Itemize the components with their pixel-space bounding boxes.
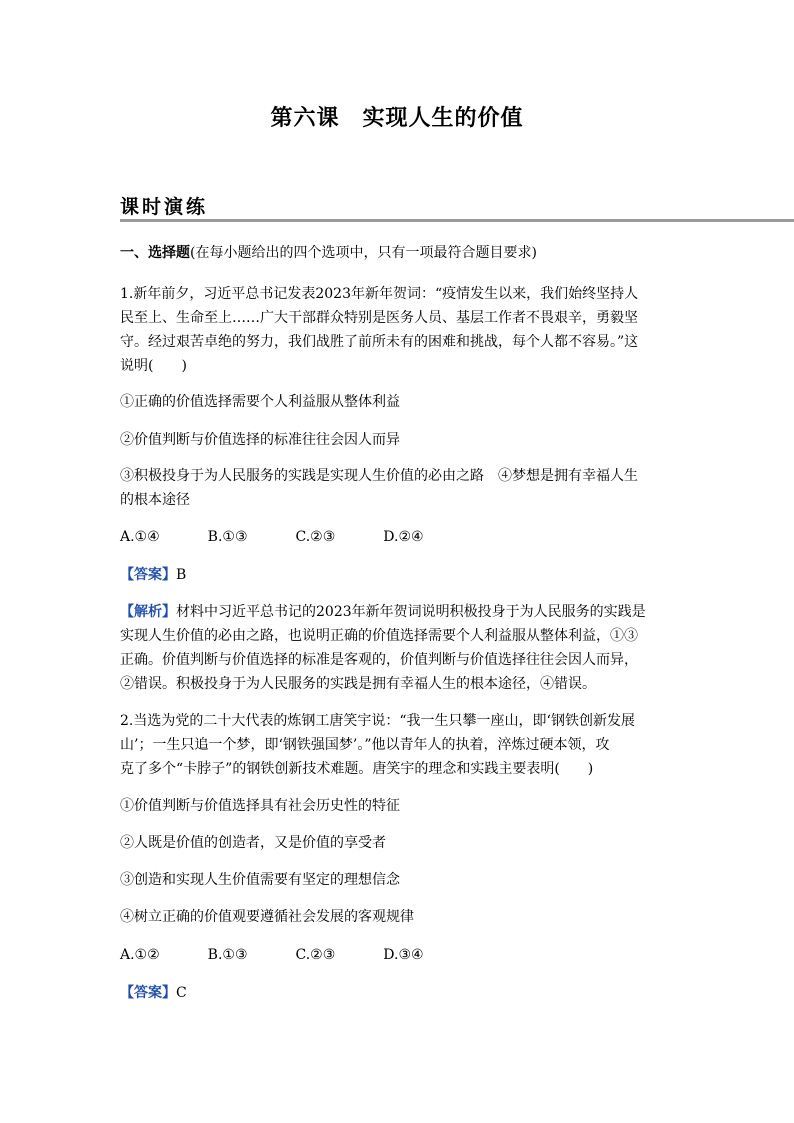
analysis-text: 材料中习近平总书记的2023年新年贺词说明积极投身于为人民服务的实践是	[176, 604, 646, 620]
answer-value: B	[176, 567, 187, 583]
q1-statement: ①正确的价值选择需要个人利益服从整体利益	[120, 394, 400, 410]
q2-stem-line: 2.当选为党的二十大代表的炼钢工唐笑宇说：“我一生只攀一座山，即‘钢铁创新发展	[120, 713, 635, 729]
part-heading	[120, 242, 537, 264]
q2-option-c: C.②③	[295, 947, 336, 963]
answer-tag: 【答案】	[120, 567, 176, 583]
q1-statement: 的根本途径	[120, 492, 190, 508]
q1-statement: ③积极投身于为人民服务的实践是实现人生价值的必由之路 ④梦想是拥有幸福人生	[120, 468, 638, 484]
q1-options	[120, 526, 424, 548]
q1-analysis-line	[120, 601, 646, 623]
q1-option-b: B.①③	[207, 529, 248, 545]
q1-statement: ②价值判断与价值选择的标准往往会因人而异	[120, 432, 400, 448]
q2-options	[120, 944, 424, 966]
q1-analysis-line: 实现人生价值的必由之路，也说明正确的价值选择需要个人利益服从整体利益，①③	[120, 628, 638, 644]
q2-option-d: D.③④	[383, 947, 424, 963]
part-label: 一、选择题	[120, 245, 190, 261]
q2-statement: ③创造和实现人生价值需要有坚定的理想信念	[120, 872, 400, 888]
q2-answer	[120, 982, 187, 1004]
q1-stem-line: 民至上、生命至上……广大干部群众特别是医务人员、基层工作者不畏艰辛，勇毅坚	[120, 310, 638, 326]
q1-stem-line: 说明( )	[120, 358, 187, 374]
q1-stem-line: 守。经过艰苦卓绝的努力，我们战胜了前所未有的困难和挑战，每个人都不容易。”这	[120, 334, 639, 350]
q2-statement: ①价值判断与价值选择具有社会历史性的特征	[120, 798, 400, 814]
q1-answer	[120, 564, 186, 586]
q2-stem-line: 克了多个“卡脖子”的钢铁创新技术难题。唐笑宇的理念和实践主要表明( )	[120, 761, 594, 777]
section-heading: 课时演练	[120, 196, 209, 218]
q1-option-c: C.②③	[295, 529, 336, 545]
answer-value: C	[176, 985, 187, 1001]
part-instruction: (在每小题给出的四个选项中，只有一项最符合题目要求)	[190, 245, 537, 261]
q1-option-d: D.②④	[383, 529, 424, 545]
q2-statement: ②人既是价值的创造者，又是价值的享受者	[120, 835, 386, 851]
q1-option-a: A.①④	[120, 529, 160, 545]
q1-analysis-line: 正确。价值判断与价值选择的标准是客观的，价值判断与价值选择往往会因人而异，	[120, 652, 638, 668]
q1-analysis-line: ②错误。积极投身于为人民服务的实践是拥有幸福人生的根本途径，④错误。	[120, 676, 596, 692]
q1-stem-line: 1.新年前夕，习近平总书记发表2023年新年贺词：“疫情发生以来，我们始终坚持人	[120, 286, 639, 302]
answer-tag: 【答案】	[120, 985, 176, 1001]
q2-option-b: B.①③	[207, 947, 248, 963]
q2-option-a: A.①②	[120, 947, 160, 963]
page-title: 第六课 实现人生的价值	[270, 106, 524, 131]
analysis-tag: 【解析】	[120, 604, 176, 620]
q2-stem-line: 山’；一生只追一个梦，即‘钢铁强国梦’。”他以青年人的执着，淬炼过硬本领，攻	[120, 737, 610, 753]
q2-statement: ④树立正确的价值观要遵循社会发展的客观规律	[120, 909, 414, 925]
section-divider	[120, 219, 794, 222]
